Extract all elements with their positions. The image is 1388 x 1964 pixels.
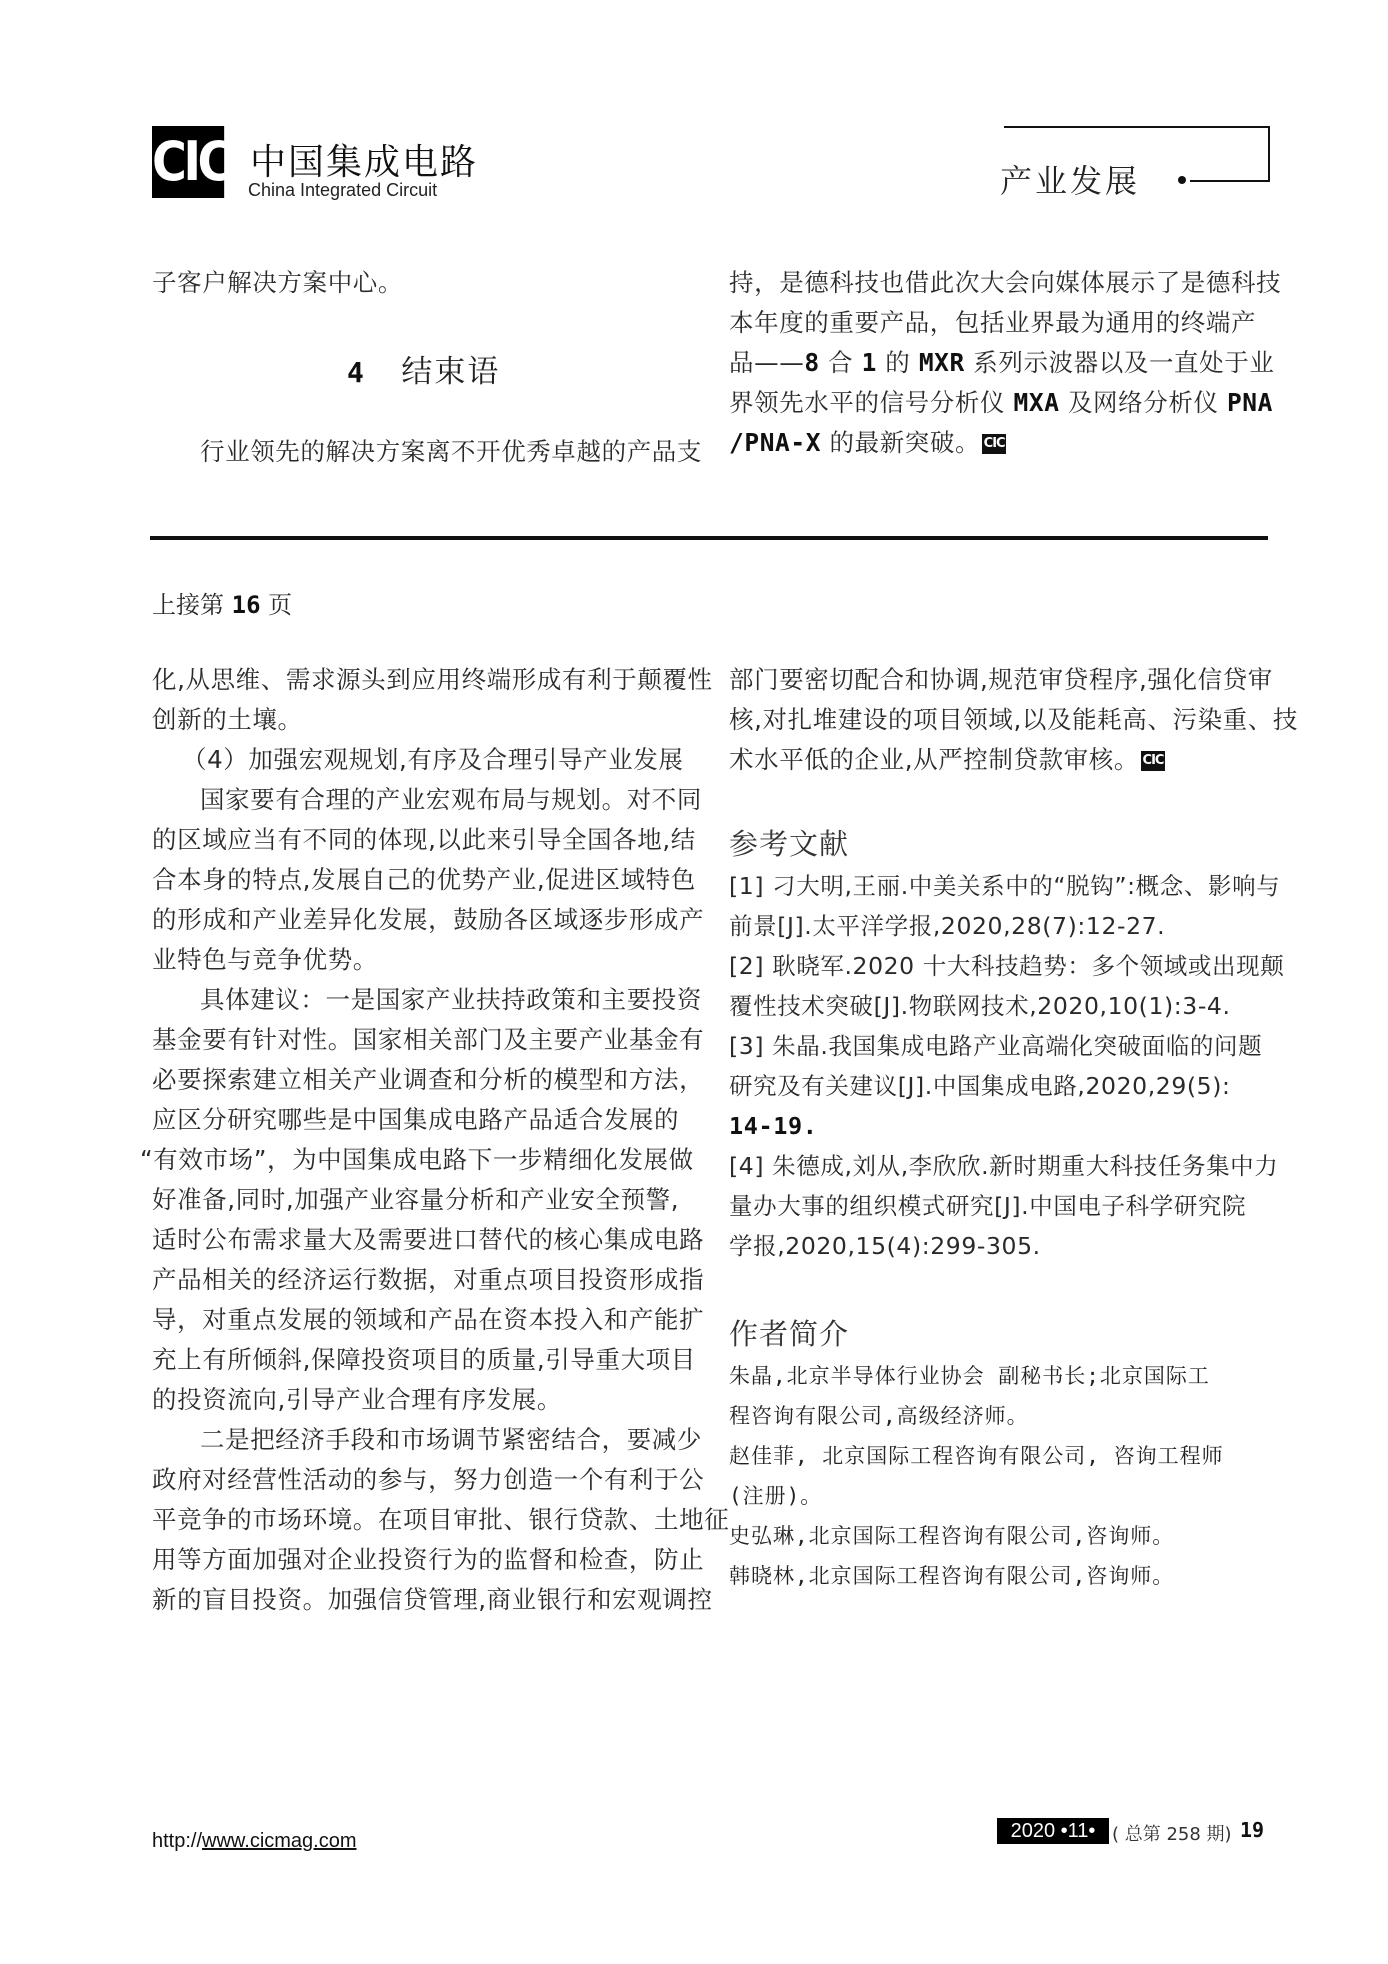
- text-line: 导，对重点发展的领域和产品在资本投入和产能扩: [152, 1305, 705, 1334]
- text-line: [729, 343, 1281, 383]
- text-run: 8: [804, 348, 820, 377]
- reference-line: [2] 耿晓军.2020 十大科技趋势：多个领域或出现颠: [729, 952, 1285, 980]
- text-line: 二是把经济手段和市场调节紧密结合，要减少: [200, 1425, 702, 1454]
- bullet-dot-icon: [1178, 176, 1186, 184]
- section-heading: [347, 346, 500, 391]
- text-line: 国家要有合理的产业宏观布局与规划。对不同: [200, 785, 702, 814]
- header-underline: [1190, 180, 1268, 182]
- text-line: 政府对经营性活动的参与，努力创造一个有利于公: [152, 1465, 705, 1494]
- authors-title: 作者简介: [729, 1317, 850, 1351]
- text-line: 业特色与竞争优势。: [152, 945, 378, 974]
- reference-line: 前景[J].太平洋学报,2020,28(7):12-27.: [729, 912, 1166, 940]
- section-title: 产业发展: [1000, 162, 1141, 200]
- cic-logo: CIC: [152, 126, 224, 198]
- subheading: （4）加强宏观规划,有序及合理引导产业发展: [182, 745, 684, 774]
- text-line: 化,从思维、需求源头到应用终端形成有利于颠覆性: [152, 665, 713, 694]
- issue-badge: 2020 •11•: [997, 1818, 1109, 1844]
- text-line: 必要探索建立相关产业调查和分析的模型和方法，: [152, 1065, 705, 1094]
- reference-line: [3] 朱晶.我国集成电路产业高端化突破面临的问题: [729, 1032, 1263, 1060]
- left-column: [140, 660, 730, 1620]
- text-line: 产品相关的经济运行数据，对重点项目投资形成指: [152, 1265, 705, 1294]
- text-run: MXA: [1013, 388, 1060, 417]
- issue-total: ( 总第 258 期): [1112, 1824, 1232, 1845]
- continued-prefix: 上接第: [152, 591, 232, 619]
- text-line: 持，是德科技也借此次大会向媒体展示了是德科技: [729, 268, 1282, 297]
- text-line: 合本身的特点,发展自己的优势产业,促进区域特色: [152, 865, 696, 894]
- text-run: MXR: [918, 348, 965, 377]
- brand-name-cn: 中国集成电路: [250, 142, 479, 183]
- text-line: 本年度的重要产品，包括业界最为通用的终端产: [729, 308, 1257, 337]
- footer-url[interactable]: [152, 1830, 357, 1853]
- text-line: 基金要有针对性。国家相关部门及主要产业基金有: [152, 1025, 705, 1054]
- reference-line: 研究及有关建议[J].中国集成电路,2020,29(5):: [729, 1072, 1231, 1100]
- brand-name-en: China Integrated Circuit: [248, 180, 438, 200]
- reference-line: 学报,2020,15(4):299-305.: [729, 1232, 1041, 1260]
- right-column: [729, 660, 1298, 780]
- text-run: 1: [861, 348, 877, 377]
- text-run: 的: [876, 348, 919, 377]
- text-line: 平竞争的市场环境。在项目审批、银行贷款、土地征: [152, 1505, 730, 1534]
- author-line: (注册)。: [729, 1484, 823, 1508]
- text-run: 系列示波器以及一直处于业: [964, 348, 1275, 377]
- text-line: 的投资流向,引导产业合理有序发展。: [152, 1385, 562, 1414]
- text-line: [729, 383, 1281, 423]
- text-run: /: [729, 428, 745, 457]
- top-right-paragraph: [729, 263, 1281, 463]
- author-line: 赵佳菲, 北京国际工程咨询有限公司, 咨询工程师: [729, 1444, 1224, 1468]
- continued-page: 16: [231, 591, 261, 619]
- top-left-line: 子客户解决方案中心。: [152, 268, 403, 297]
- text-run: PNA: [1226, 388, 1273, 417]
- text-run: 术水平低的企业,从严控制贷款审核。: [729, 745, 1139, 774]
- text-run: 品——: [729, 348, 805, 377]
- reference-line: 量办大事的组织模式研究[J].中国电子科学研究院: [729, 1192, 1247, 1220]
- text-run: 及网络分析仪: [1059, 388, 1227, 417]
- reference-line: 14-19.: [729, 1112, 818, 1140]
- references-list: [729, 866, 1285, 1266]
- author-line: 韩晓林,北京国际工程咨询有限公司,咨询师。: [729, 1564, 1175, 1588]
- top-left-paragraph: 行业领先的解决方案离不开优秀卓越的产品支: [200, 437, 702, 466]
- text-line: 具体建议：一是国家产业扶持政策和主要投资: [200, 985, 702, 1014]
- text-line: 部门要密切配合和协调,规范审贷程序,强化信贷审: [729, 665, 1273, 694]
- reference-line: [4] 朱德成,刘从,李欣欣.新时期重大科技任务集中力: [729, 1152, 1279, 1180]
- text-line: 用等方面加强对企业投资行为的监督和检查，防止: [152, 1545, 705, 1574]
- references-title: 参考文献: [729, 827, 850, 861]
- authors-list: [729, 1356, 1274, 1596]
- text-line: 创新的土壤。: [152, 705, 303, 734]
- text-run: 的最新突破。: [821, 428, 981, 457]
- text-line: 好准备,同时,加强产业容量分析和产业安全预警,: [152, 1185, 680, 1214]
- continued-suffix: 页: [260, 591, 293, 619]
- text-line: 新的盲目投资。加强信贷管理,商业银行和宏观调控: [152, 1585, 713, 1614]
- reference-line: [1] 刁大明,王丽.中美关系中的“脱钩”:概念、影响与: [729, 872, 1281, 900]
- author-line: 朱晶,北京半导体行业协会 副秘书长;北京国际工: [729, 1364, 1210, 1388]
- text-line: 的形成和产业差异化发展，鼓励各区域逐步形成产: [152, 905, 705, 934]
- author-line: 史弘琳,北京国际工程咨询有限公司,咨询师。: [729, 1524, 1175, 1548]
- url-prefix: http://: [152, 1830, 203, 1852]
- text-run: 界领先水平的信号分析仪: [729, 388, 1014, 417]
- page-number: 19: [1240, 1818, 1265, 1842]
- text-line: 充上有所倾斜,保障投资项目的质量,引导重大项目: [152, 1345, 696, 1374]
- heading-number: 4: [347, 356, 366, 389]
- text-line: 核,对扎堆建设的项目领域,以及能耗高、污染重、技: [729, 705, 1298, 734]
- text-line: [729, 423, 1281, 463]
- text-line: 应区分研究哪些是中国集成电路产品适合发展的: [152, 1105, 680, 1134]
- text-line: 适时公布需求量大及需要进口替代的核心集成电路: [152, 1225, 705, 1254]
- cic-end-mark-icon: CIC: [982, 434, 1006, 454]
- section-divider: [150, 536, 1268, 540]
- text-line: 的区域应当有不同的体现,以此来引导全国各地,结: [152, 825, 696, 854]
- reference-line: 覆性技术突破[J].物联网技术,2020,10(1):3-4.: [729, 992, 1231, 1020]
- author-line: 程咨询有限公司,高级经济师。: [729, 1404, 1029, 1428]
- heading-text: 结束语: [401, 354, 501, 390]
- website-link[interactable]: www.cicmag.com: [202, 1830, 357, 1852]
- cic-end-mark-icon: CIC: [1141, 751, 1165, 771]
- text-run: PNA-X: [744, 428, 822, 457]
- text-line: [729, 740, 1269, 780]
- text-line: “有效市场”，为中国集成电路下一步精细化发展做: [140, 1145, 694, 1174]
- continued-from: [152, 585, 292, 620]
- text-run: 合: [819, 348, 862, 377]
